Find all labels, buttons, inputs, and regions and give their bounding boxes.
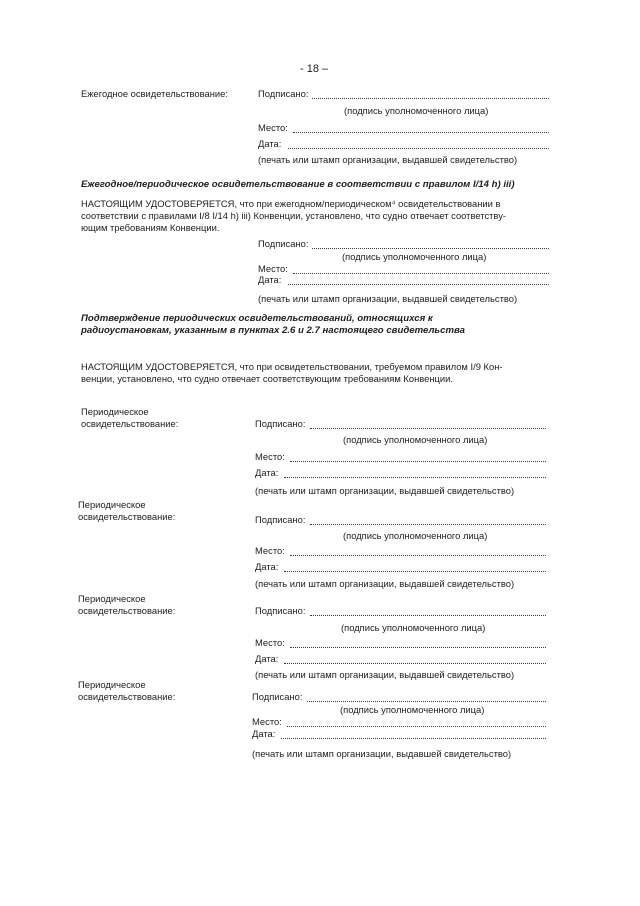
signed-label: Подписано:: [255, 605, 306, 616]
signature-line: [310, 428, 546, 429]
signed-label: Подписано:: [255, 418, 306, 429]
signature-line: [307, 701, 546, 702]
date-line: [288, 148, 549, 149]
periodic-label: освидетельствование:: [78, 691, 176, 702]
signatory-caption: (подпись уполномоченного лица): [340, 704, 485, 715]
signed-label: Подписано:: [258, 88, 309, 99]
place-label: Место:: [255, 637, 285, 648]
seal-caption: (печать или штамп организации, выдавшей свидетельство): [255, 578, 515, 589]
place-line: [287, 726, 546, 727]
section-heading: радиоустановкам, указанным в пунктах 2.6 и 2.7 настоящего свидетельства: [81, 325, 465, 336]
section-heading: Подтверждение периодических освидетельствований, относящихся к: [81, 313, 433, 324]
certification-para-line: ющим требованиям Конвенции.: [81, 222, 220, 233]
periodic-label: освидетельствование:: [81, 418, 179, 429]
page-number: - 18 –: [300, 63, 329, 75]
seal-caption: (печать или штамп организации, выдавшей свидетельство): [255, 485, 515, 496]
date-label: Дата:: [255, 653, 279, 664]
periodic-label: Периодическое: [78, 679, 146, 690]
signed-label: Подписано:: [258, 238, 309, 249]
signed-label: Подписано:: [255, 514, 306, 525]
signature-line: [312, 98, 549, 99]
section-heading: Ежегодное/периодическое освидетельствование в соответствии с правилом I/14 h) iii): [81, 179, 515, 190]
annual-survey-label: Ежегодное освидетельствование:: [81, 88, 228, 99]
date-line: [284, 663, 546, 664]
place-line: [290, 555, 546, 556]
signature-line: [310, 524, 546, 525]
periodic-label: Периодическое: [81, 406, 149, 417]
seal-caption: (печать или штамп организации, выдавшей свидетельство): [255, 669, 515, 680]
date-label: Дата:: [255, 467, 279, 478]
periodic-label: освидетельствование:: [78, 511, 176, 522]
date-line: [284, 571, 546, 572]
signatory-caption: (подпись уполномоченного лица): [341, 622, 486, 633]
date-label: Дата:: [252, 728, 276, 739]
date-label: Дата:: [258, 274, 282, 285]
certification-para-line: НАСТОЯЩИМ УДОСТОВЕРЯЕТСЯ, что при освидетельствовании, требуемом правилом I/9 Кон-: [81, 361, 503, 372]
signatory-caption: (подпись уполномоченного лица): [343, 434, 488, 445]
periodic-label: освидетельствование:: [78, 605, 176, 616]
date-line: [281, 738, 546, 739]
place-label: Место:: [258, 122, 288, 133]
date-label: Дата:: [258, 138, 282, 149]
signature-line: [312, 248, 549, 249]
place-label: Место:: [258, 263, 288, 274]
place-line: [290, 461, 546, 462]
signature-line: [310, 615, 546, 616]
certification-para-line: венции, установлено, что судно отвечает соответствующим требованиям Конвенции.: [81, 373, 453, 384]
seal-caption: (печать или штамп организации, выдавшей свидетельство): [258, 293, 518, 304]
seal-caption: (печать или штамп организации, выдавшей свидетельство): [258, 154, 518, 165]
place-label: Место:: [255, 451, 285, 462]
certification-para-line: соответствии с правилами I/8 I/14 h) iii) Конвенции, установлено, что судно отвечает соответству-: [81, 210, 507, 221]
date-label: Дата:: [255, 561, 279, 572]
seal-caption: (печать или штамп организации, выдавшей свидетельство): [252, 748, 512, 759]
signatory-caption: (подпись уполномоченного лица): [344, 105, 489, 116]
place-line: [293, 273, 549, 274]
date-line: [284, 477, 546, 478]
place-label: Место:: [252, 716, 282, 727]
signed-label: Подписано:: [252, 691, 303, 702]
periodic-label: Периодическое: [78, 499, 146, 510]
certification-para-line: НАСТОЯЩИМ УДОСТОВЕРЯЕТСЯ, что при ежегодном/периодическом⁴ освидетельствовании в: [81, 198, 501, 209]
place-label: Место:: [255, 545, 285, 556]
periodic-label: Периодическое: [78, 593, 146, 604]
place-line: [290, 647, 546, 648]
date-line: [288, 284, 549, 285]
signatory-caption: (подпись уполномоченного лица): [343, 530, 488, 541]
signatory-caption: (подпись уполномоченного лица): [342, 251, 487, 262]
place-line: [293, 132, 549, 133]
